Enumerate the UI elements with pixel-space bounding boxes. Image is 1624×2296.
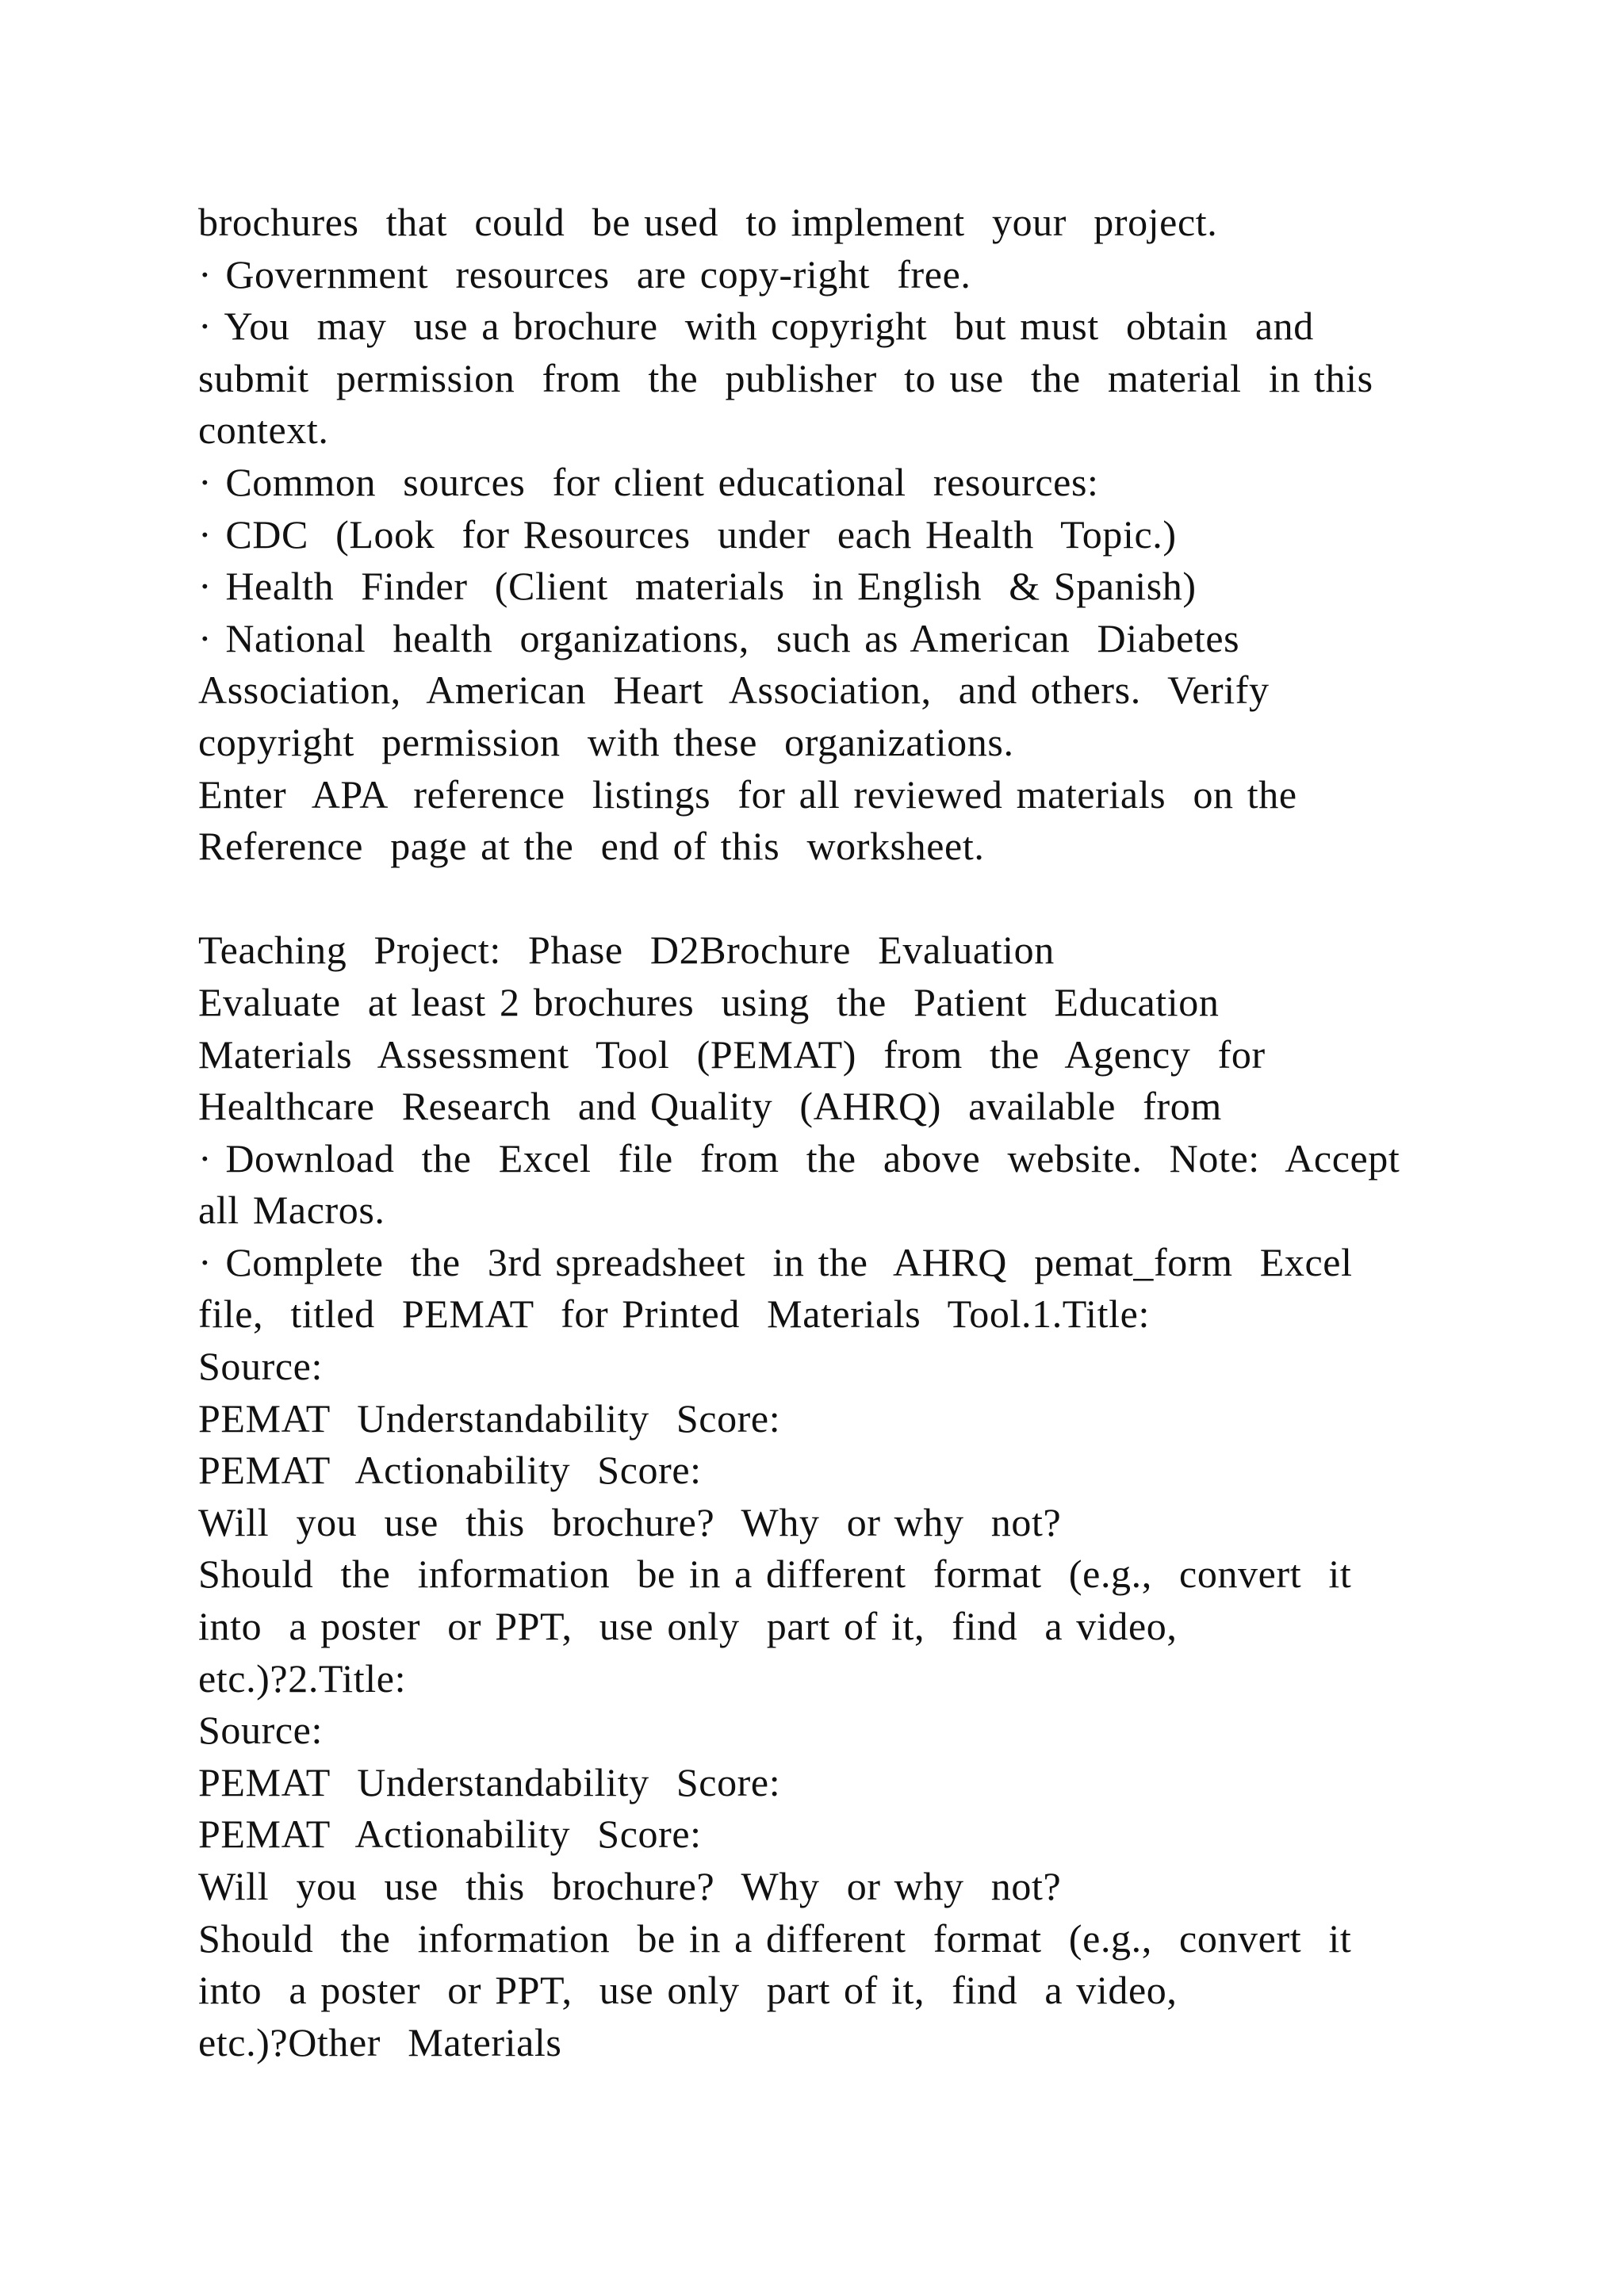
bullet-line: · Health Finder (Client materials in English & Spanish) [198,564,1197,609]
text-line: Evaluate at least 2 brochures using the Patient Education [198,979,1220,1024]
question-line: into a poster or PPT, use only part of it, find a video, [198,1968,1178,2013]
field-label: PEMAT Understandability Score: [198,1395,781,1441]
question-line: Will you use this brochure? Why or why not? [198,1499,1062,1544]
text-line: Enter APA reference listings for all reviewed materials on the [198,771,1297,817]
text-line: submit permission from the publisher to use the material in this [198,355,1373,400]
blank-line [198,873,1507,925]
field-label: PEMAT Actionability Score: [198,1448,702,1493]
question-line: etc.)?Other Materials [198,2019,562,2064]
bullet-line: · National health organizations, such as American Diabetes [198,615,1240,660]
section-heading: Teaching Project: Phase D2Brochure Evaluation [198,928,1055,973]
document-body [198,197,1507,2068]
bullet-line: · You may use a brochure with copyright but must obtain and [198,304,1314,349]
question-line: Should the information be in a different format (e.g., convert it [198,1552,1352,1597]
question-line: Will you use this brochure? Why or why not? [198,1864,1062,1908]
text-line: copyright permission with these organizations. [198,719,1014,764]
text-line: Association, American Heart Association, and others. Verify [198,668,1270,713]
text-line: Reference page at the end of this worksheet. [198,824,985,869]
bullet-line: · Complete the 3rd spreadsheet in the AHRQ pemat_form Excel [198,1239,1353,1284]
text-line: all Macros. [198,1188,385,1233]
question-line: Should the information be in a different format (e.g., convert it [198,1915,1352,1961]
bullet-line: · Download the Excel file from the above website. Note: Accept [198,1135,1400,1181]
text-line: brochures that could be used to implement your project. [198,200,1218,244]
field-label: Source: [198,1344,323,1389]
question-line: etc.)?2.Title: [198,1655,407,1701]
text-line: Materials Assessment Tool (PEMAT) from the Agency for [198,1031,1266,1077]
text-line: Healthcare Research and Quality (AHRQ) available from [198,1084,1222,1129]
field-label: Source: [198,1708,323,1753]
text-line: file, titled PEMAT for Printed Materials Tool.1.Title: [198,1292,1150,1337]
text-line: context. [198,408,329,453]
bullet-line: · Common sources for client educational resources: [198,459,1099,504]
field-label: PEMAT Actionability Score: [198,1812,702,1857]
question-line: into a poster or PPT, use only part of it, find a video, [198,1604,1178,1649]
bullet-line: · CDC (Look for Resources under each Health Topic.) [198,511,1177,557]
bullet-line: · Government resources are copy-right free. [198,251,971,297]
field-label: PEMAT Understandability Score: [198,1759,781,1804]
